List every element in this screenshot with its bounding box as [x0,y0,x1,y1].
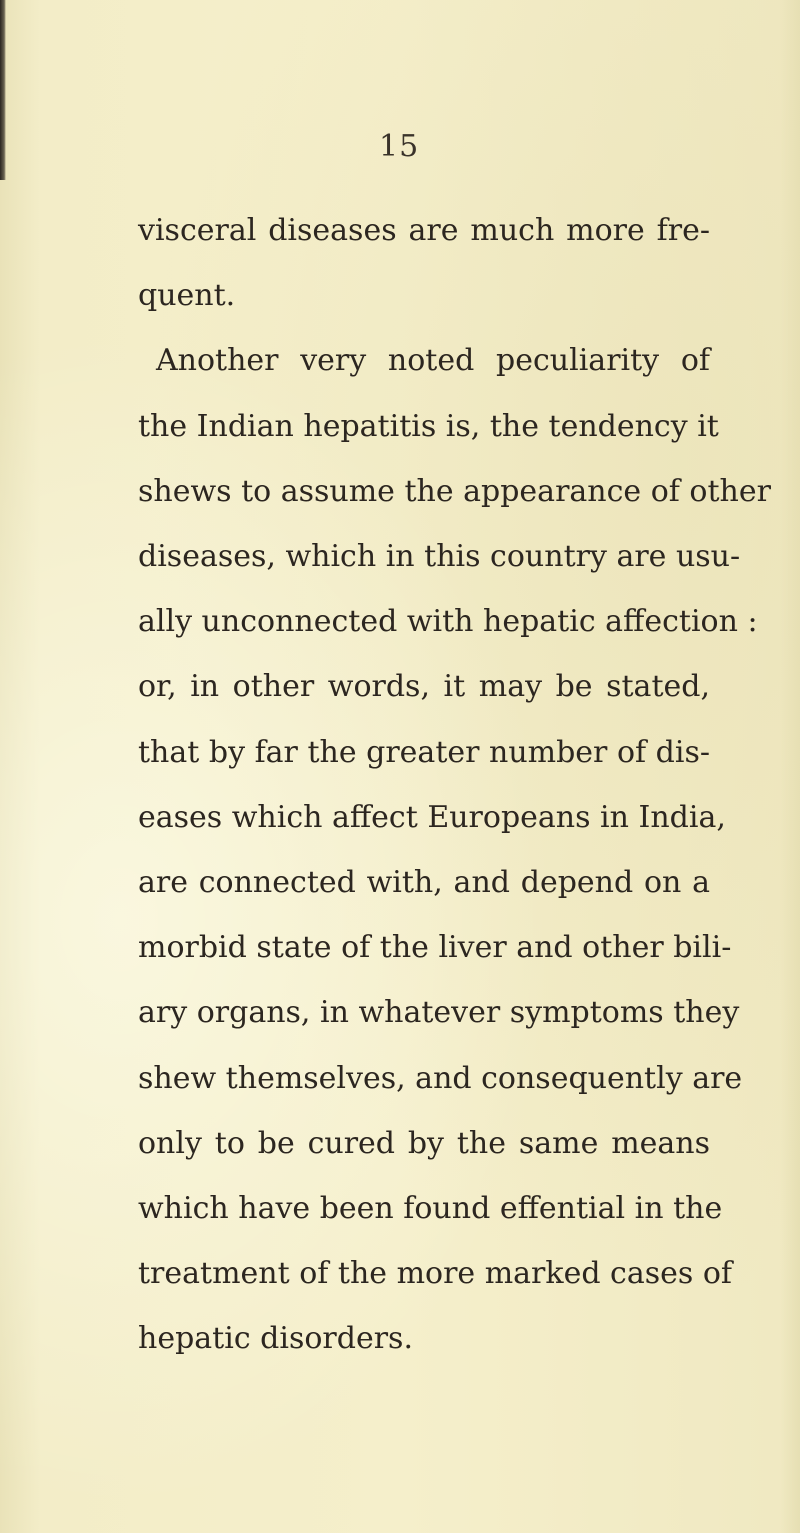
text-line: shews to assume the appearance of other [138,473,771,509]
text-line: only to be cured by the same means [138,1125,710,1161]
text-line: diseases, which in this country are usu- [138,539,741,575]
body-text [138,198,771,1372]
text-line: treatment of the more marked cases of [138,1256,732,1292]
page-number: 15 [379,129,420,164]
text-line: morbid state of the liver and other bili- [138,930,732,966]
page-binding-edge [0,0,6,180]
text-line: shew themselves, and consequently are [138,1060,743,1096]
text-line: are connected with, and depend on a [138,865,710,901]
text-line: quent. [138,278,236,314]
text-line: ally unconnected with hepatic affection : [138,604,758,640]
text-line: ary organs, in whatever symptoms they [138,995,740,1031]
text-line: eases which affect Europeans in India, [138,799,726,835]
text-line: hepatic disorders. [138,1321,413,1357]
paragraph-first-line: Another very noted peculiarity of [156,343,710,379]
text-line: visceral diseases are much more fre- [138,213,710,248]
text-line: or, in other words, it may be stated, [138,669,710,705]
text-line: which have been found effential in the [138,1191,723,1227]
text-line: that by far the greater number of dis- [138,734,710,770]
text-line: the Indian hepatitis is, the tendency it [138,408,719,444]
